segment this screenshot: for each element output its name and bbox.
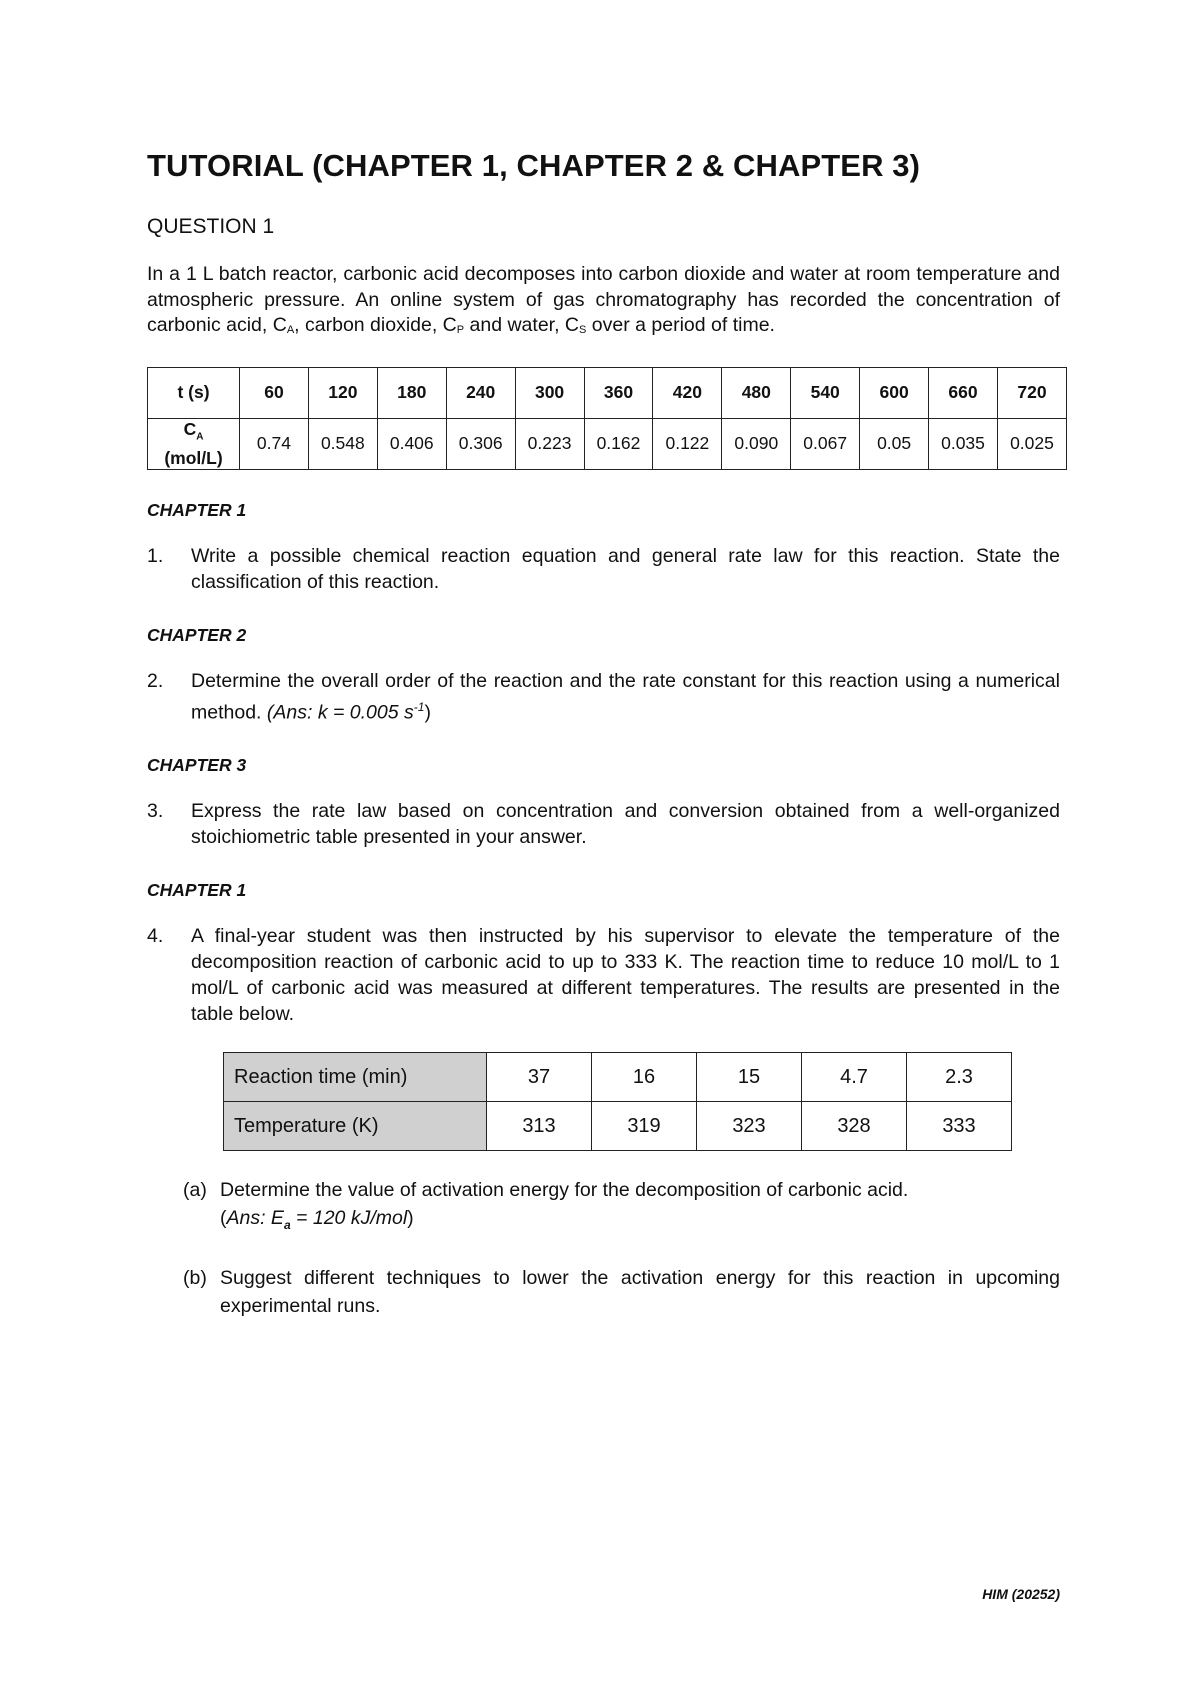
concentration-cell: 0.223 bbox=[515, 418, 584, 469]
intro-part: over a period of time. bbox=[586, 314, 775, 336]
item-text bbox=[220, 1176, 1060, 1239]
subscript: P bbox=[456, 324, 465, 336]
ca-label: C bbox=[183, 419, 197, 440]
section-heading: CHAPTER 3 bbox=[147, 755, 247, 775]
reaction-time-cell: 4.7 bbox=[802, 1053, 907, 1102]
question-item bbox=[147, 543, 1060, 595]
reaction-time-cell: 15 bbox=[697, 1053, 802, 1102]
time-cell: 660 bbox=[929, 367, 998, 418]
table-row bbox=[148, 418, 1067, 469]
temperature-cell: 333 bbox=[907, 1102, 1012, 1151]
subscript: S bbox=[579, 324, 587, 336]
item-body: Determine the overall order of the reaction and the rate constant for this reaction using a numerical method. bbox=[191, 669, 1060, 723]
temperature-table bbox=[223, 1052, 1012, 1151]
time-cell: 420 bbox=[653, 367, 722, 418]
sub-question-a bbox=[183, 1176, 1060, 1239]
footer-code: HIM (20252) bbox=[982, 1586, 1060, 1602]
page-title: TUTORIAL (CHAPTER 1, CHAPTER 2 & CHAPTER 3) bbox=[147, 148, 921, 183]
question-heading: QUESTION 1 bbox=[147, 215, 275, 238]
item-text: Write a possible chemical reaction equation and general rate law for this reaction. State the classification of this reaction. bbox=[191, 544, 1060, 593]
item-number: (a) bbox=[183, 1179, 207, 1201]
answer-hint: (Ans: k = 0.005 s bbox=[266, 701, 414, 723]
time-cell: 300 bbox=[515, 367, 584, 418]
temperature-cell: 323 bbox=[697, 1102, 802, 1151]
unit-label: (mol/L) bbox=[164, 447, 223, 468]
table-header-cell: Reaction time (min) bbox=[224, 1053, 487, 1102]
document-page bbox=[147, 148, 1060, 1320]
item-number: 4. bbox=[147, 925, 164, 947]
concentration-cell: 0.090 bbox=[722, 418, 791, 469]
table-header-cell: Temperature (K) bbox=[224, 1102, 487, 1151]
concentration-cell: 0.025 bbox=[997, 418, 1066, 469]
time-cell: 240 bbox=[446, 367, 515, 418]
time-cell: 540 bbox=[791, 367, 860, 418]
table-row bbox=[224, 1053, 1012, 1102]
concentration-cell: 0.05 bbox=[860, 418, 929, 469]
answer-value: = 120 kJ/mol bbox=[290, 1207, 408, 1229]
concentration-cell: 0.035 bbox=[929, 418, 998, 469]
item-number: 2. bbox=[147, 669, 164, 692]
concentration-cell: 0.548 bbox=[308, 418, 377, 469]
time-cell: 360 bbox=[584, 367, 653, 418]
subscript: A bbox=[196, 431, 204, 443]
concentration-cell: 0.067 bbox=[791, 418, 860, 469]
answer-close: ) bbox=[424, 701, 431, 723]
reaction-time-cell: 37 bbox=[487, 1053, 592, 1102]
table-row bbox=[148, 367, 1067, 418]
concentration-table bbox=[147, 367, 1067, 470]
table-row bbox=[224, 1102, 1012, 1151]
temperature-cell: 328 bbox=[802, 1102, 907, 1151]
answer-open: ( bbox=[220, 1207, 227, 1229]
item-body: Determine the value of activation energy for the decomposition of carbonic acid. bbox=[220, 1179, 909, 1201]
section-heading: CHAPTER 1 bbox=[147, 880, 247, 900]
answer-hint: Ans: E bbox=[226, 1207, 284, 1229]
concentration-cell: 0.306 bbox=[446, 418, 515, 469]
intro-part: , carbon dioxide, C bbox=[294, 314, 457, 336]
temperature-cell: 319 bbox=[592, 1102, 697, 1151]
concentration-cell: 0.406 bbox=[377, 418, 446, 469]
question-item bbox=[147, 923, 1060, 1027]
item-number: 1. bbox=[147, 544, 164, 567]
sub-question-b bbox=[183, 1264, 1060, 1320]
subscript: a bbox=[283, 1217, 291, 1232]
superscript: -1 bbox=[413, 699, 425, 714]
question-intro bbox=[147, 262, 1060, 344]
intro-part: In a 1 L batch reactor, carbonic acid decomposes into carbon dioxide and water at room temperature and atmospheric pressure. An online system of gas chromatography has recorded the concentration of carbonic acid, C bbox=[147, 263, 1060, 336]
reaction-time-cell: 16 bbox=[592, 1053, 697, 1102]
item-number: 3. bbox=[147, 800, 164, 822]
time-cell: 120 bbox=[308, 367, 377, 418]
section-heading: CHAPTER 1 bbox=[147, 499, 247, 520]
table-header-cell: t (s) bbox=[148, 367, 240, 418]
question-item bbox=[147, 668, 1060, 726]
item-text: Suggest different techniques to lower the activation energy for this reaction in upcoming experimental runs. bbox=[220, 1266, 1060, 1317]
reaction-time-cell: 2.3 bbox=[907, 1053, 1012, 1102]
item-text: Express the rate law based on concentration and conversion obtained from a well-organized stoichiometric table presented in your answer. bbox=[191, 800, 1060, 848]
time-cell: 60 bbox=[240, 367, 309, 418]
concentration-cell: 0.122 bbox=[653, 418, 722, 469]
table-header-cell bbox=[148, 418, 240, 469]
subscript: A bbox=[286, 324, 295, 336]
item-text: A final-year student was then instructed by his supervisor to elevate the temperature of the decomposition reaction of carbonic acid to up to 333 K. The reaction time to reduce 10 mol/L to 1 mol/L of carbonic acid was measured at different temperatures. The results are presented in the table below. bbox=[191, 925, 1060, 1025]
item-number: (b) bbox=[183, 1266, 207, 1289]
intro-part: and water, C bbox=[464, 314, 580, 336]
time-cell: 480 bbox=[722, 367, 791, 418]
question-item bbox=[147, 798, 1060, 850]
item-text bbox=[191, 668, 1060, 726]
time-cell: 720 bbox=[997, 367, 1066, 418]
concentration-cell: 0.162 bbox=[584, 418, 653, 469]
concentration-cell: 0.74 bbox=[240, 418, 309, 469]
time-cell: 600 bbox=[860, 367, 929, 418]
temperature-cell: 313 bbox=[487, 1102, 592, 1151]
time-cell: 180 bbox=[377, 367, 446, 418]
answer-close: ) bbox=[407, 1207, 414, 1229]
section-heading: CHAPTER 2 bbox=[147, 624, 247, 645]
